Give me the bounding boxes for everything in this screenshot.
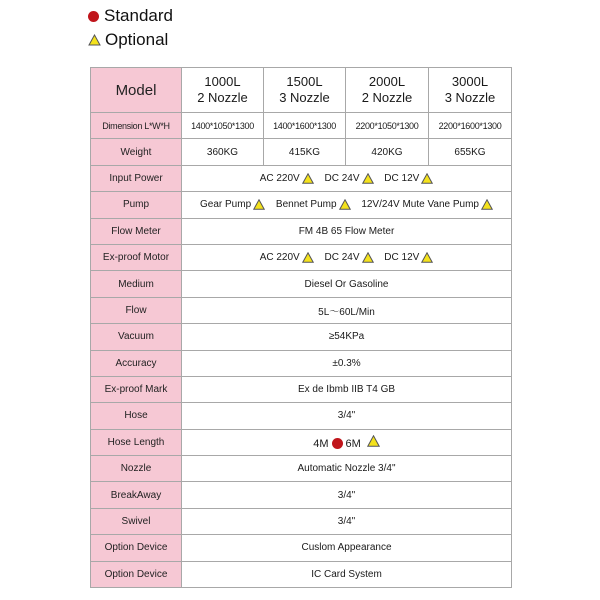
- weight-label: Weight: [91, 139, 182, 165]
- input-power-row: [91, 165, 512, 191]
- medium-label: Medium: [91, 271, 182, 297]
- flow-meter-value: FM 4B 65 Flow Meter: [182, 218, 512, 244]
- option-device-label: Option Device: [91, 535, 182, 561]
- option-item: Gear Pump: [200, 199, 265, 210]
- optional-triangle-icon: [253, 199, 265, 210]
- optional-triangle-icon: [302, 252, 314, 263]
- dimension-label: Dimension L*W*H: [91, 113, 182, 139]
- nozzle-value: Automatic Nozzle 3/4": [182, 456, 512, 482]
- model-cell: 1000L 2 Nozzle: [182, 68, 264, 113]
- dimension-cell: 1400*1050*1300: [182, 113, 264, 139]
- optional-triangle-icon: [362, 173, 374, 184]
- optional-triangle-icon: [367, 435, 380, 447]
- option-device-row: [91, 535, 512, 561]
- standard-dot-icon: [332, 438, 343, 449]
- breakaway-row: [91, 482, 512, 508]
- option-item: DC 12V: [384, 173, 433, 184]
- hose-row: [91, 403, 512, 429]
- weight-cell: 360KG: [182, 139, 264, 165]
- standard-dot-icon: [88, 11, 99, 22]
- pump-row: [91, 192, 512, 218]
- model-cell: 1500L 3 Nozzle: [264, 68, 346, 113]
- optional-triangle-icon: [339, 199, 351, 210]
- medium-row: [91, 271, 512, 297]
- legend-optional: [88, 28, 173, 52]
- hose-value: 3/4": [182, 403, 512, 429]
- exproof-mark-row: [91, 376, 512, 402]
- flow-meter-label: Flow Meter: [91, 218, 182, 244]
- hose-length-label: Hose Length: [91, 429, 182, 455]
- exproof-motor-options: [182, 244, 512, 270]
- weight-cell: 415KG: [264, 139, 346, 165]
- optional-triangle-icon: [302, 173, 314, 184]
- option-item: AC 220V: [260, 252, 314, 263]
- option-item: 12V/24V Mute Vane Pump: [361, 199, 493, 210]
- flow-label: Flow: [91, 297, 182, 323]
- optional-triangle-icon: [421, 252, 433, 263]
- pump-options: [182, 192, 512, 218]
- specification-table: [90, 67, 512, 588]
- legend: [88, 4, 173, 52]
- dimension-row: [91, 113, 512, 139]
- optional-triangle-icon: [88, 34, 101, 46]
- model-cell: 3000L 3 Nozzle: [429, 68, 512, 113]
- hose-length-standard: 4M: [313, 437, 329, 450]
- model-row: [91, 68, 512, 113]
- swivel-value: 3/4": [182, 508, 512, 534]
- input-power-label: Input Power: [91, 165, 182, 191]
- model-label: Model: [91, 68, 182, 113]
- input-power-options: [182, 165, 512, 191]
- option-item: DC 12V: [384, 252, 433, 263]
- pump-label: Pump: [91, 192, 182, 218]
- dimension-cell: 2200*1050*1300: [346, 113, 429, 139]
- exproof-mark-value: Ex de Ibmb IIB T4 GB: [182, 376, 512, 402]
- option-item: Bennet Pump: [276, 199, 351, 210]
- hose-length-optional: 6M: [345, 437, 361, 450]
- breakaway-label: BreakAway: [91, 482, 182, 508]
- exproof-motor-label: Ex-proof Motor: [91, 244, 182, 270]
- hose-label: Hose: [91, 403, 182, 429]
- legend-optional-label: Optional: [105, 30, 169, 49]
- option-device-value: IC Card System: [182, 561, 512, 587]
- flow-value: 5L～60L/Min: [182, 297, 512, 323]
- dimension-cell: 2200*1600*1300: [429, 113, 512, 139]
- accuracy-value: ±0.3%: [182, 350, 512, 376]
- swivel-label: Swivel: [91, 508, 182, 534]
- optional-triangle-icon: [421, 173, 433, 184]
- vacuum-row: [91, 324, 512, 350]
- option-device-value: Cuslom Appearance: [182, 535, 512, 561]
- exproof-motor-row: [91, 244, 512, 270]
- breakaway-value: 3/4": [182, 482, 512, 508]
- weight-cell: 655KG: [429, 139, 512, 165]
- flow-meter-row: [91, 218, 512, 244]
- hose-length-options: [182, 429, 512, 455]
- model-cell: 2000L 2 Nozzle: [346, 68, 429, 113]
- option-device-row: [91, 561, 512, 587]
- flow-row: [91, 297, 512, 323]
- nozzle-row: [91, 456, 512, 482]
- accuracy-label: Accuracy: [91, 350, 182, 376]
- weight-row: [91, 139, 512, 165]
- option-item: DC 24V: [325, 252, 374, 263]
- swivel-row: [91, 508, 512, 534]
- legend-standard-label: Standard: [104, 6, 173, 25]
- accuracy-row: [91, 350, 512, 376]
- optional-triangle-icon: [481, 199, 493, 210]
- hose-length-row: [91, 429, 512, 455]
- dimension-cell: 1400*1600*1300: [264, 113, 346, 139]
- legend-standard: [88, 4, 173, 28]
- option-device-label: Option Device: [91, 561, 182, 587]
- exproof-mark-label: Ex-proof Mark: [91, 376, 182, 402]
- weight-cell: 420KG: [346, 139, 429, 165]
- nozzle-label: Nozzle: [91, 456, 182, 482]
- vacuum-label: Vacuum: [91, 324, 182, 350]
- option-item: AC 220V: [260, 173, 314, 184]
- medium-value: Diesel Or Gasoline: [182, 271, 512, 297]
- optional-triangle-icon: [362, 252, 374, 263]
- option-item: DC 24V: [325, 173, 374, 184]
- vacuum-value: ≥54KPa: [182, 324, 512, 350]
